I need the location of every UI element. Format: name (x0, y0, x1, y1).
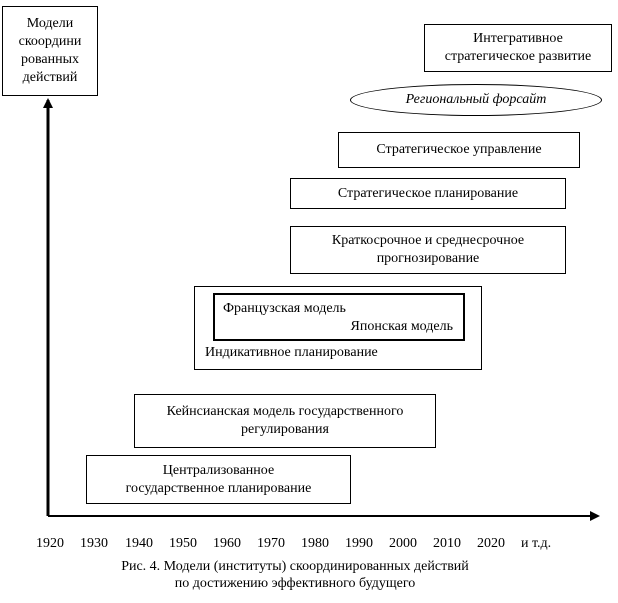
x-tick-1980: 1980 (301, 536, 329, 551)
x-tick-1990: 1990 (345, 536, 373, 551)
forecasting-label: Краткосрочное и среднесрочное прогнозирование (331, 233, 525, 266)
regional-foresight-label: Региональный форсайт (405, 92, 547, 107)
y-axis-label: Модели скоордини рованных действий (18, 16, 82, 85)
box-forecasting (290, 226, 566, 274)
caption-line-2: по достижению эффективного будущего (174, 576, 416, 591)
x-tick-2020: 2020 (477, 536, 505, 551)
y-axis-label-box (2, 6, 98, 96)
box-french-japanese-models (213, 293, 465, 341)
x-tick-1930: 1930 (80, 536, 108, 551)
ellipse-regional-foresight (350, 84, 602, 116)
x-tick-2000: 2000 (389, 536, 417, 551)
box-strategic-management (338, 132, 580, 168)
x-tick-1950: 1950 (169, 536, 197, 551)
figure-caption (60, 558, 530, 592)
caption-line-1: Рис. 4. Модели (институты) скоординированных действий (121, 559, 469, 574)
x-tick-1940: 1940 (125, 536, 153, 551)
x-tick-1920: 1920 (36, 536, 64, 551)
strategic-planning-label: Стратегическое планирование (337, 185, 519, 201)
keynesian-model-label: Кейнсианская модель государственного регулирования (166, 404, 404, 437)
french-model-label: Французская модель (223, 301, 346, 316)
indicative-planning-label: Индикативное планирование (205, 345, 378, 360)
japanese-model-label: Японская модель (350, 319, 453, 334)
x-tick-1960: 1960 (213, 536, 241, 551)
x-tick-etc: и т.д. (521, 536, 552, 551)
x-tick-2010: 2010 (433, 536, 461, 551)
x-tick-1970: 1970 (257, 536, 285, 551)
box-centralized-planning (86, 455, 351, 504)
integrative-development-label: Интегративное стратегическое развитие (444, 31, 592, 64)
box-strategic-planning (290, 178, 566, 209)
strategic-management-label: Стратегическое управление (376, 142, 542, 157)
box-integrative-development (424, 24, 612, 72)
centralized-planning-label: Централизованное государственное планирование (125, 462, 312, 496)
box-indicative-planning (194, 286, 482, 370)
box-keynesian-model (134, 394, 436, 448)
